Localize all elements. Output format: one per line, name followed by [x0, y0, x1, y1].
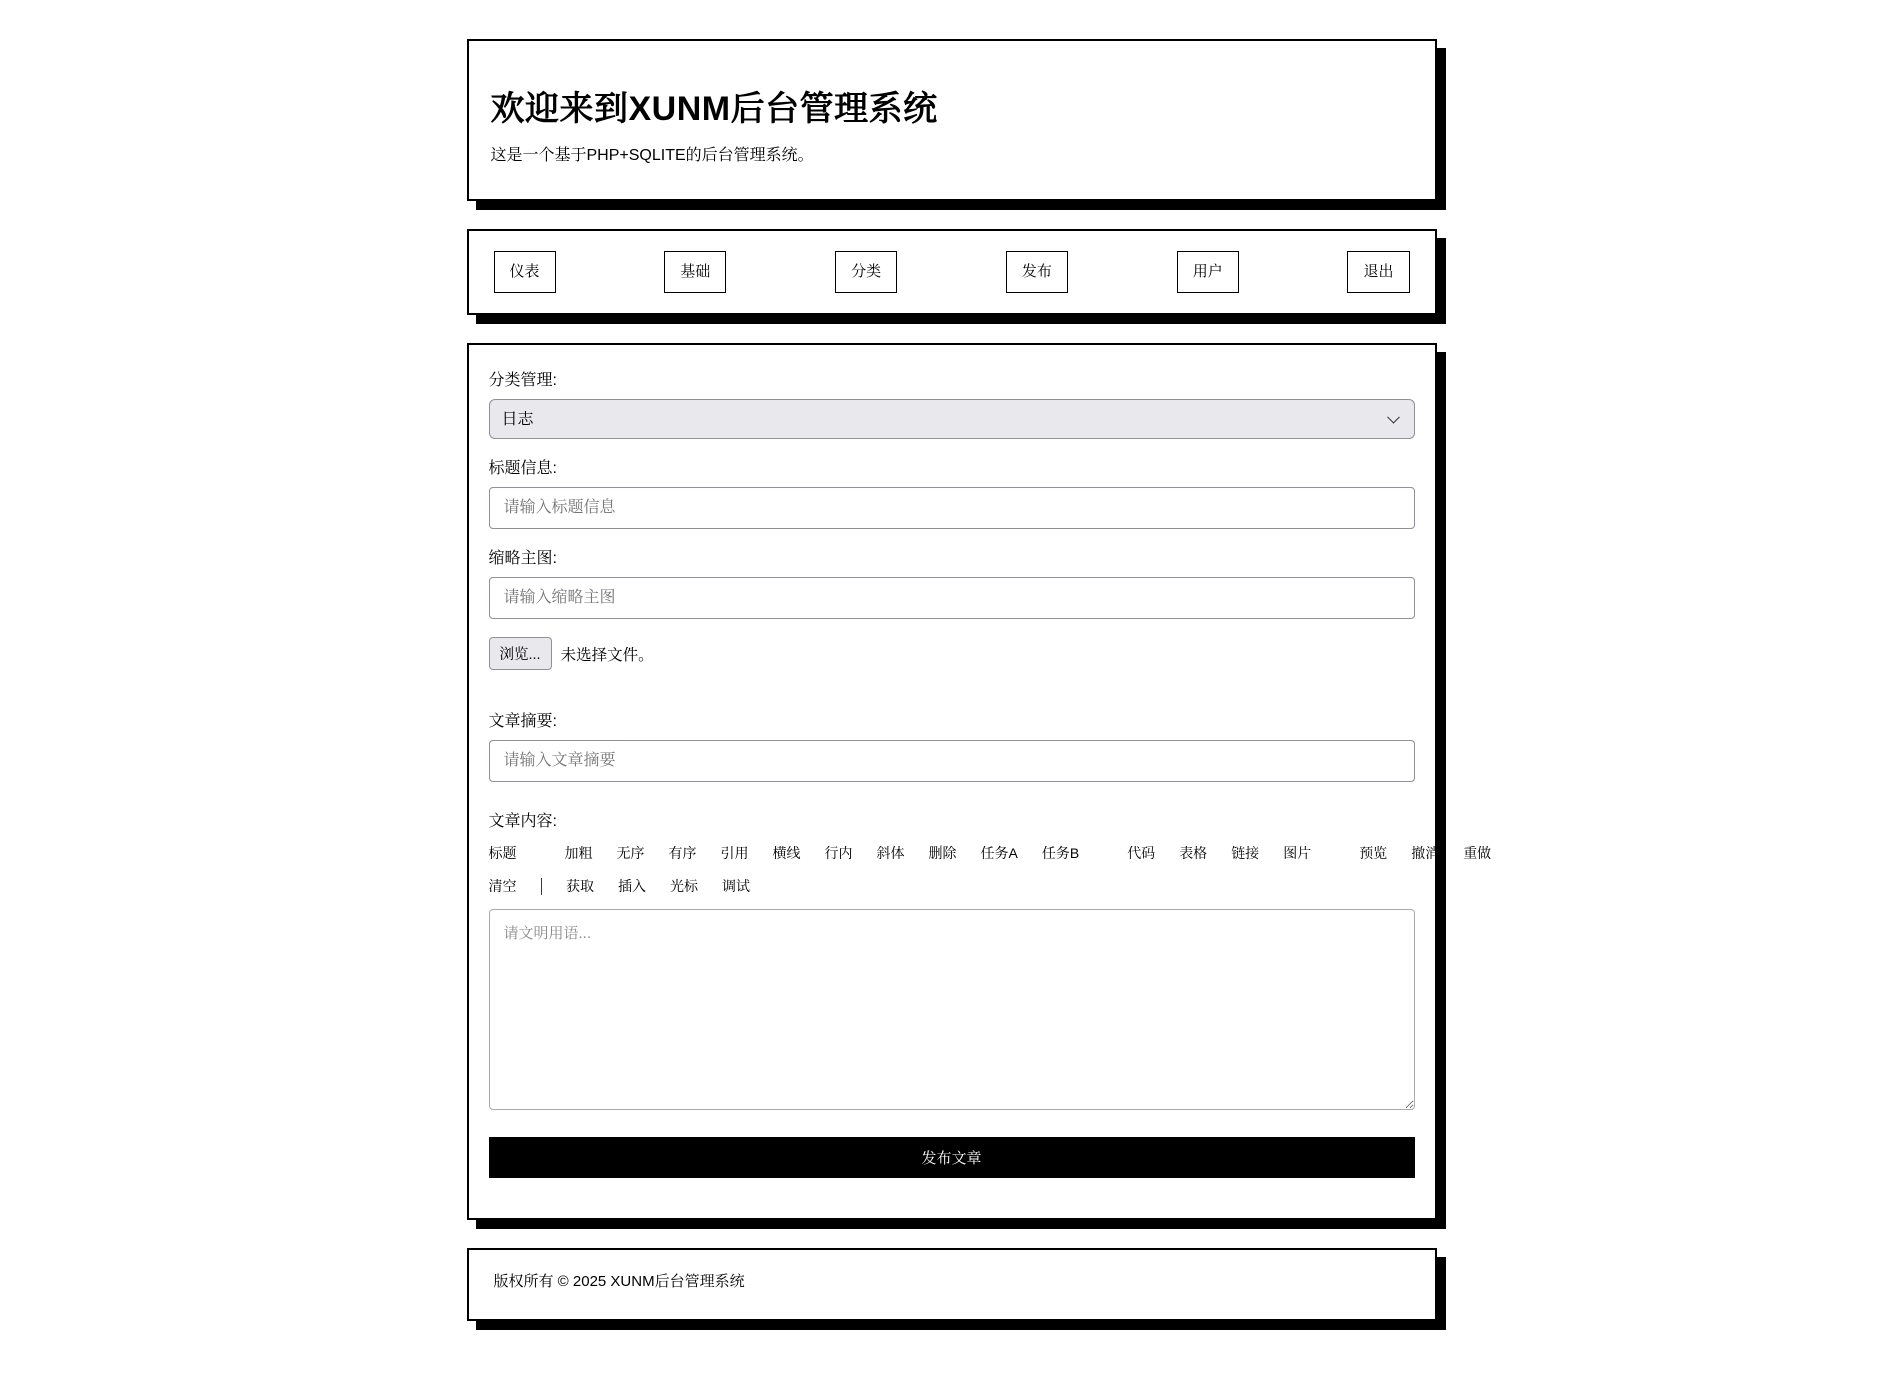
title-input[interactable] — [489, 487, 1415, 529]
toolbar-button-table[interactable]: 表格 — [1179, 845, 1208, 861]
title-field — [489, 455, 1415, 529]
nav-button-publish[interactable]: 发布 — [1006, 251, 1068, 293]
content-label: 文章内容: — [488, 813, 557, 830]
content-textarea[interactable] — [489, 909, 1415, 1110]
category-select[interactable] — [489, 399, 1415, 439]
page-title: 欢迎来到XUNM后台管理系统 — [490, 90, 938, 128]
page-subtitle: 这是一个基于PHP+SQLITE的后台管理系统。 — [490, 147, 814, 164]
toolbar-button-ordered-list[interactable]: 有序 — [668, 845, 697, 861]
toolbar-button-preview[interactable]: 预览 — [1359, 845, 1388, 861]
toolbar-separator — [541, 878, 543, 895]
thumbnail-label: 缩略主图: — [488, 550, 557, 567]
toolbar-button-image[interactable]: 图片 — [1283, 845, 1312, 861]
toolbar-button-clear[interactable]: 清空 — [488, 878, 517, 894]
toolbar-button-unordered-list[interactable]: 无序 — [616, 845, 645, 861]
toolbar-button-code[interactable]: 代码 — [1127, 845, 1156, 861]
nav-bar — [467, 229, 1437, 315]
toolbar-button-debug[interactable]: 调试 — [722, 878, 750, 894]
nav-button-category[interactable]: 分类 — [835, 251, 897, 293]
page-container — [467, 0, 1492, 1379]
category-field — [489, 367, 1415, 439]
footer-panel — [467, 1248, 1437, 1321]
welcome-panel — [467, 39, 1437, 201]
copyright-text: 版权所有 © 2025 XUNM后台管理系统 — [493, 1273, 745, 1290]
toolbar-button-horizontal-rule[interactable]: 横线 — [772, 845, 801, 861]
category-select-wrap — [489, 399, 1415, 439]
toolbar-button-link[interactable]: 链接 — [1231, 845, 1260, 861]
thumbnail-field — [489, 545, 1415, 619]
toolbar-button-heading[interactable]: 标题 — [488, 845, 517, 861]
summary-label: 文章摘要: — [488, 713, 557, 730]
toolbar-row — [489, 876, 1415, 896]
browse-button[interactable]: 浏览... — [489, 637, 552, 670]
toolbar-button-task-b[interactable]: 任务B — [1041, 845, 1080, 861]
toolbar-button-insert[interactable]: 插入 — [618, 878, 646, 894]
publish-button[interactable]: 发布文章 — [489, 1137, 1415, 1178]
nav-button-user[interactable]: 用户 — [1177, 251, 1239, 293]
toolbar-button-bold[interactable]: 加粗 — [564, 845, 593, 861]
title-label: 标题信息: — [488, 460, 557, 477]
content-field — [488, 808, 1492, 1115]
toolbar-button-quote[interactable]: 引用 — [720, 845, 749, 861]
article-form-panel — [467, 343, 1492, 1220]
toolbar-button-get[interactable]: 获取 — [566, 878, 594, 894]
toolbar-button-inline-code[interactable]: 行内 — [824, 845, 853, 861]
thumbnail-input[interactable] — [489, 577, 1415, 619]
nav-button-logout[interactable]: 退出 — [1347, 251, 1409, 293]
file-input — [489, 637, 1415, 670]
file-status-text: 未选择文件。 — [560, 646, 654, 664]
summary-field — [489, 708, 1415, 782]
toolbar-button-redo[interactable]: 重做 — [1463, 845, 1492, 861]
toolbar-button-undo[interactable]: 撤消 — [1411, 845, 1440, 861]
toolbar-button-task-a[interactable]: 任务A — [980, 845, 1018, 861]
toolbar-button-cursor[interactable]: 光标 — [670, 878, 698, 894]
toolbar-button-italic[interactable]: 斜体 — [876, 845, 905, 861]
summary-input[interactable] — [489, 740, 1415, 782]
editor-toolbar — [488, 843, 1492, 896]
category-label: 分类管理: — [488, 372, 557, 389]
toolbar-button-strikethrough[interactable]: 删除 — [928, 845, 957, 861]
nav-button-basic[interactable]: 基础 — [664, 251, 726, 293]
nav-button-dashboard[interactable]: 仪表 — [494, 251, 556, 293]
toolbar-row — [488, 843, 1492, 863]
